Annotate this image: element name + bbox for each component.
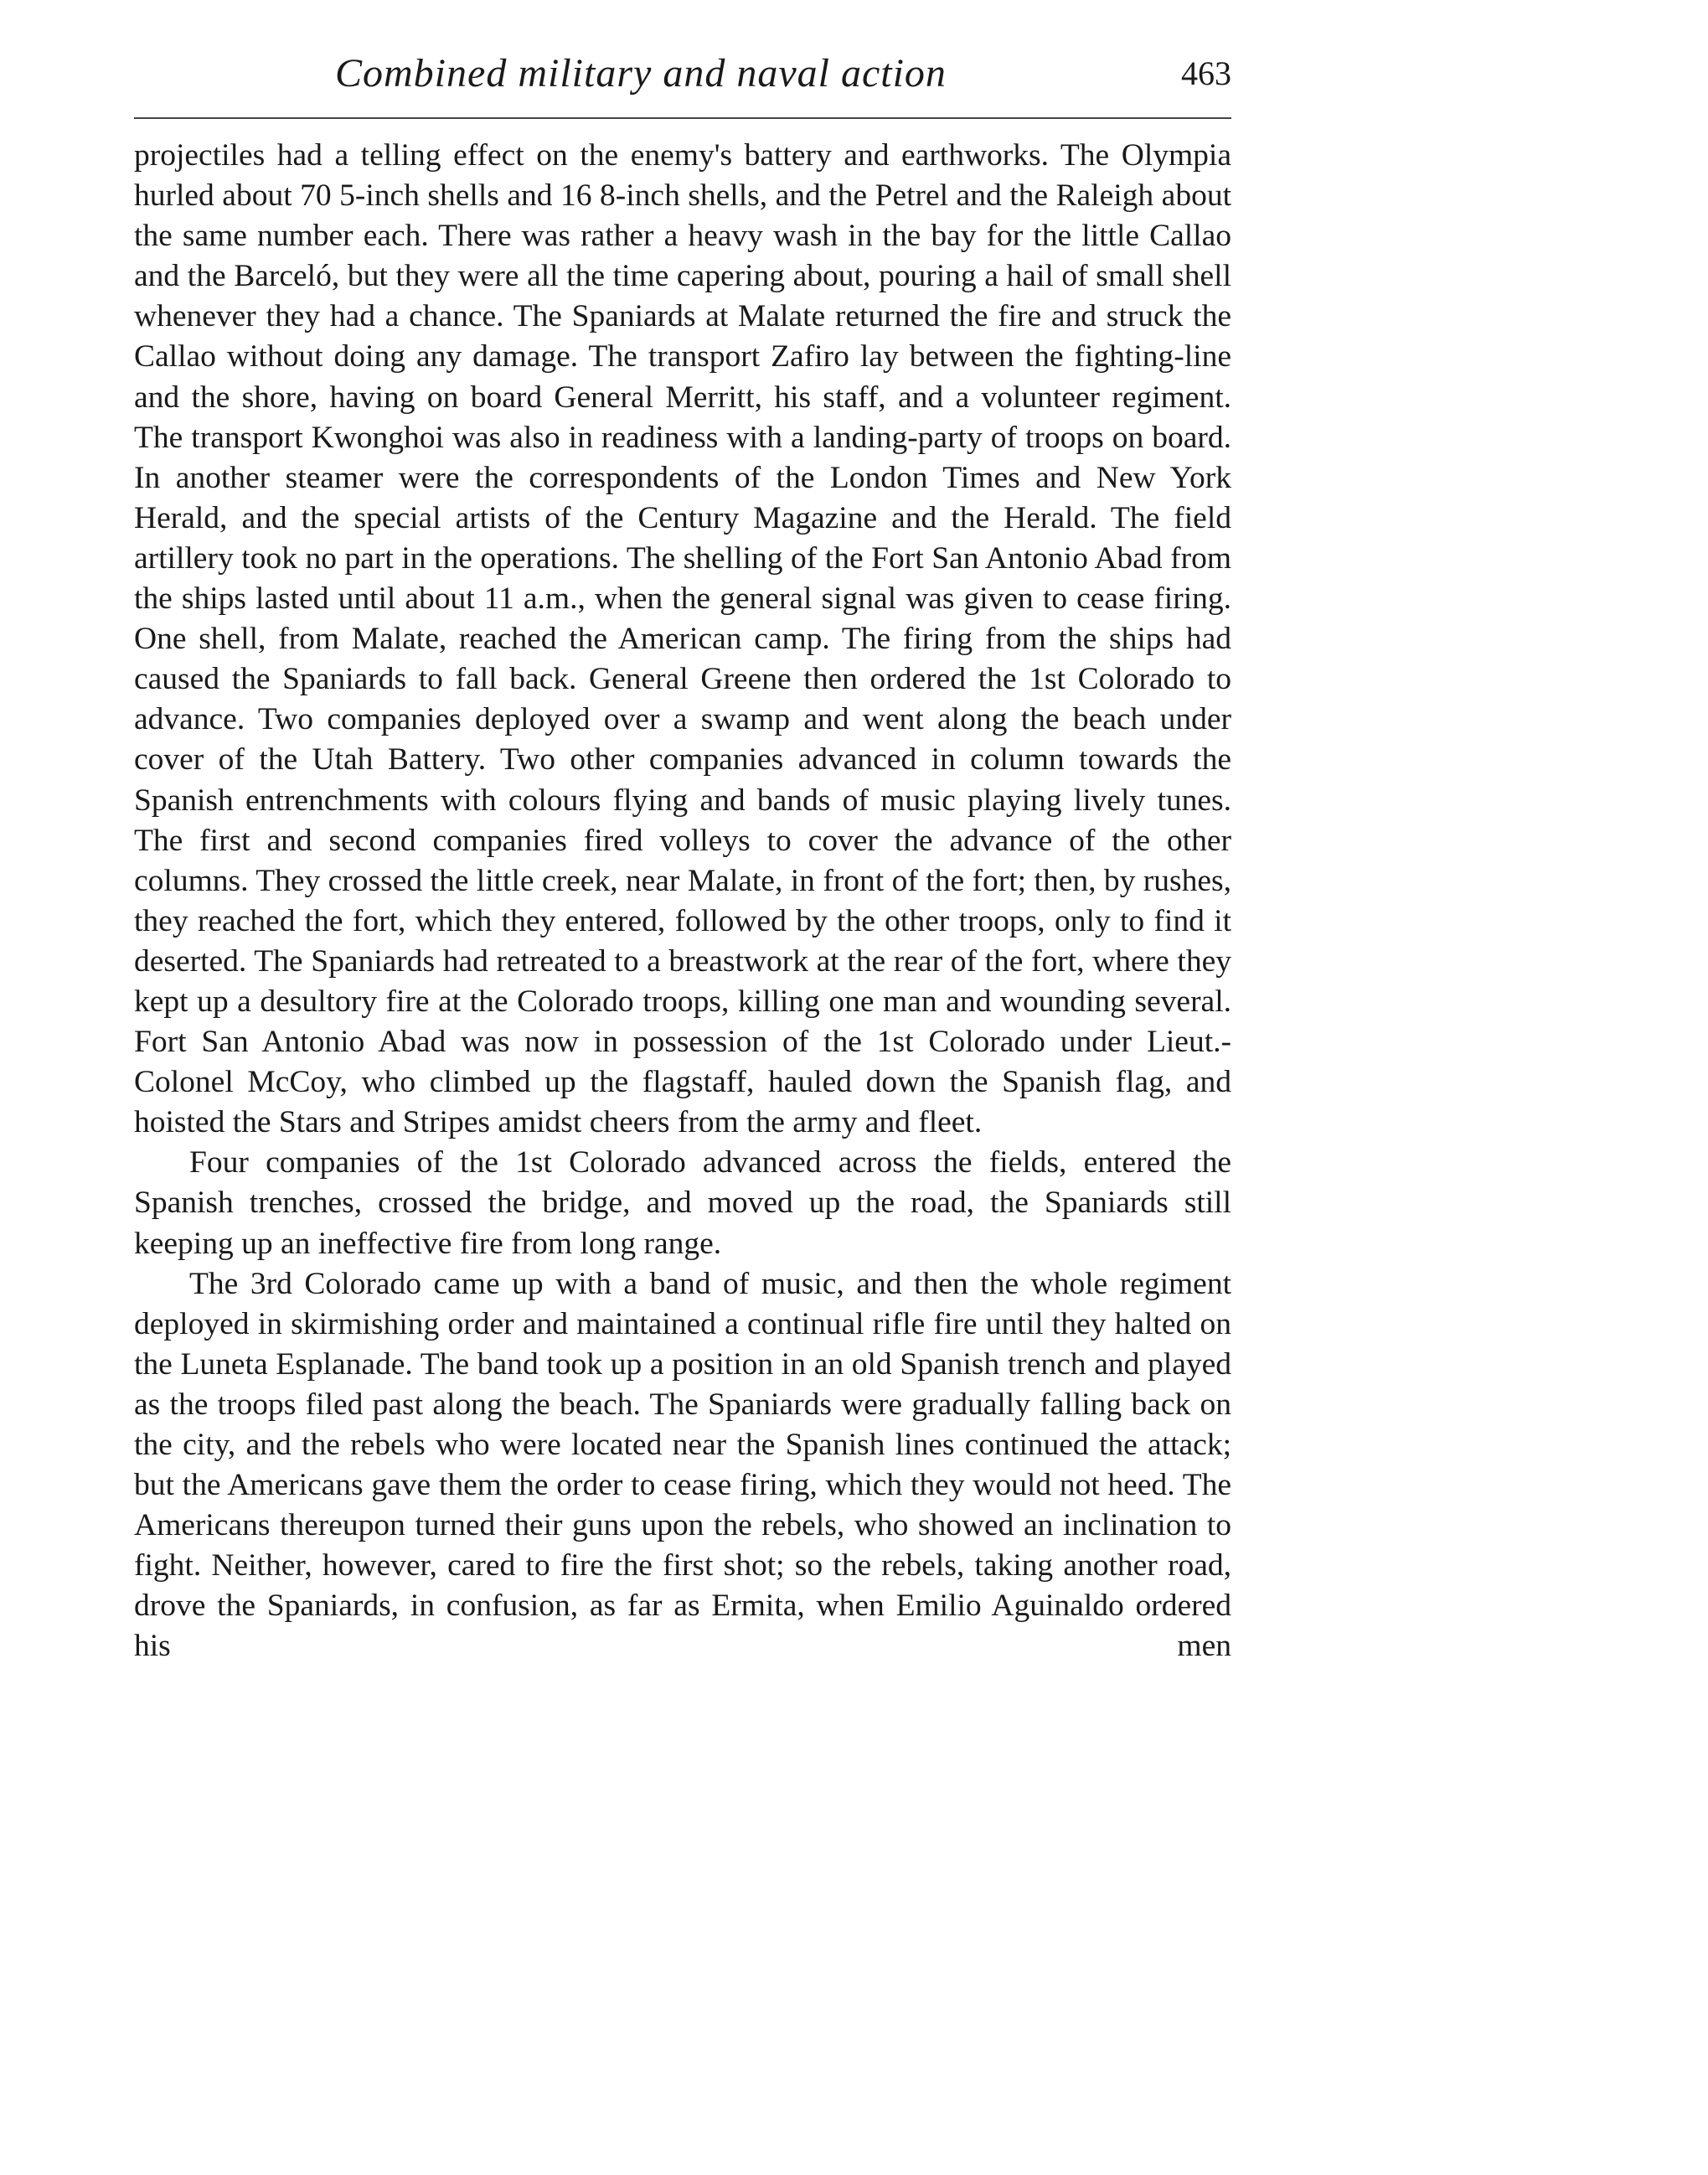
body-text [134, 136, 1231, 1667]
paragraph-3: The 3rd Colorado came up with a band of music, and then the whole regiment deployed in skirmishing order and maintained a continual rifle fire until they halted on the Luneta Esplanade. The band took up a position in an old Spanish trench and played as the troops filed past along the beach. The Spaniards were gradually falling back on the city, and the rebels who were located near the Spanish lines continued the attack; but the Americans gave them the order to cease firing, which they would not heed. The Americans thereupon turned their guns upon the rebels, who showed an inclination to fight. Neither, however, cared to fire the first shot; so the rebels, taking another road, drove the Spaniards, in confusion, as far as Ermita, when Emilio Aguinaldo ordered his men [134, 1266, 1231, 1664]
paragraph-2: Four companies of the 1st Colorado advanced across the fields, entered the Spanish trenches, crossed the bridge, and moved up the road, the Spaniards still keeping up an ineffective fire from long range. [134, 1145, 1231, 1261]
page-header [134, 50, 1231, 109]
header-rule [134, 117, 1231, 119]
running-title: Combined military and naval action [335, 51, 947, 96]
paragraph-1: projectiles had a telling effect on the enemy's battery and earthworks. The Olympia hurled about 70 5-inch shells and 16 8-inch shells, and the Petrel and the Raleigh about the same number each. There was rather a heavy wash in the bay for the little Callao and the Barceló, but they were all the time capering about, pouring a hail of small shell whenever they had a chance. The Spaniards at Malate returned the fire and struck the Callao without doing any damage. The transport Zafiro lay between the fighting-line and the shore, having on board General Merritt, his staff, and a volunteer regiment. The transport Kwonghoi was also in readiness with a landing-party of troops on board. In another steamer were the correspondents of the London Times and New York Herald, and the special artists of the Century Magazine and the Herald. The field artillery took no part in the operations. The shelling of the Fort San Antonio Abad from the ships lasted until about 11 a.m., when the general signal was given to cease firing. One shell, from Malate, reached the American camp. The firing from the ships had caused the Spaniards to fall back. General Greene then ordered the 1st Colorado to advance. Two companies deployed over a swamp and went along the beach under cover of the Utah Battery. Two other companies advanced in column towards the Spanish entrenchments with colours flying and bands of music playing lively tunes. The first and second companies fired volleys to cover the advance of the other columns. They crossed the little creek, near Malate, in front of the fort; then, by rushes, they reached the fort, which they entered, followed by the other troops, only to find it deserted. The Spaniards had retreated to a breastwork at the rear of the fort, where they kept up a desultory fire at the Colorado troops, killing one man and wounding several. Fort San Antonio Abad was now in possession of the 1st Colorado under Lieut.-Colonel McCoy, who climbed up the flagstaff, hauled down the Spanish flag, and hoisted the Stars and Stripes amidst cheers from the army and fleet. [134, 138, 1231, 1140]
page-number: 463 [1181, 54, 1231, 92]
